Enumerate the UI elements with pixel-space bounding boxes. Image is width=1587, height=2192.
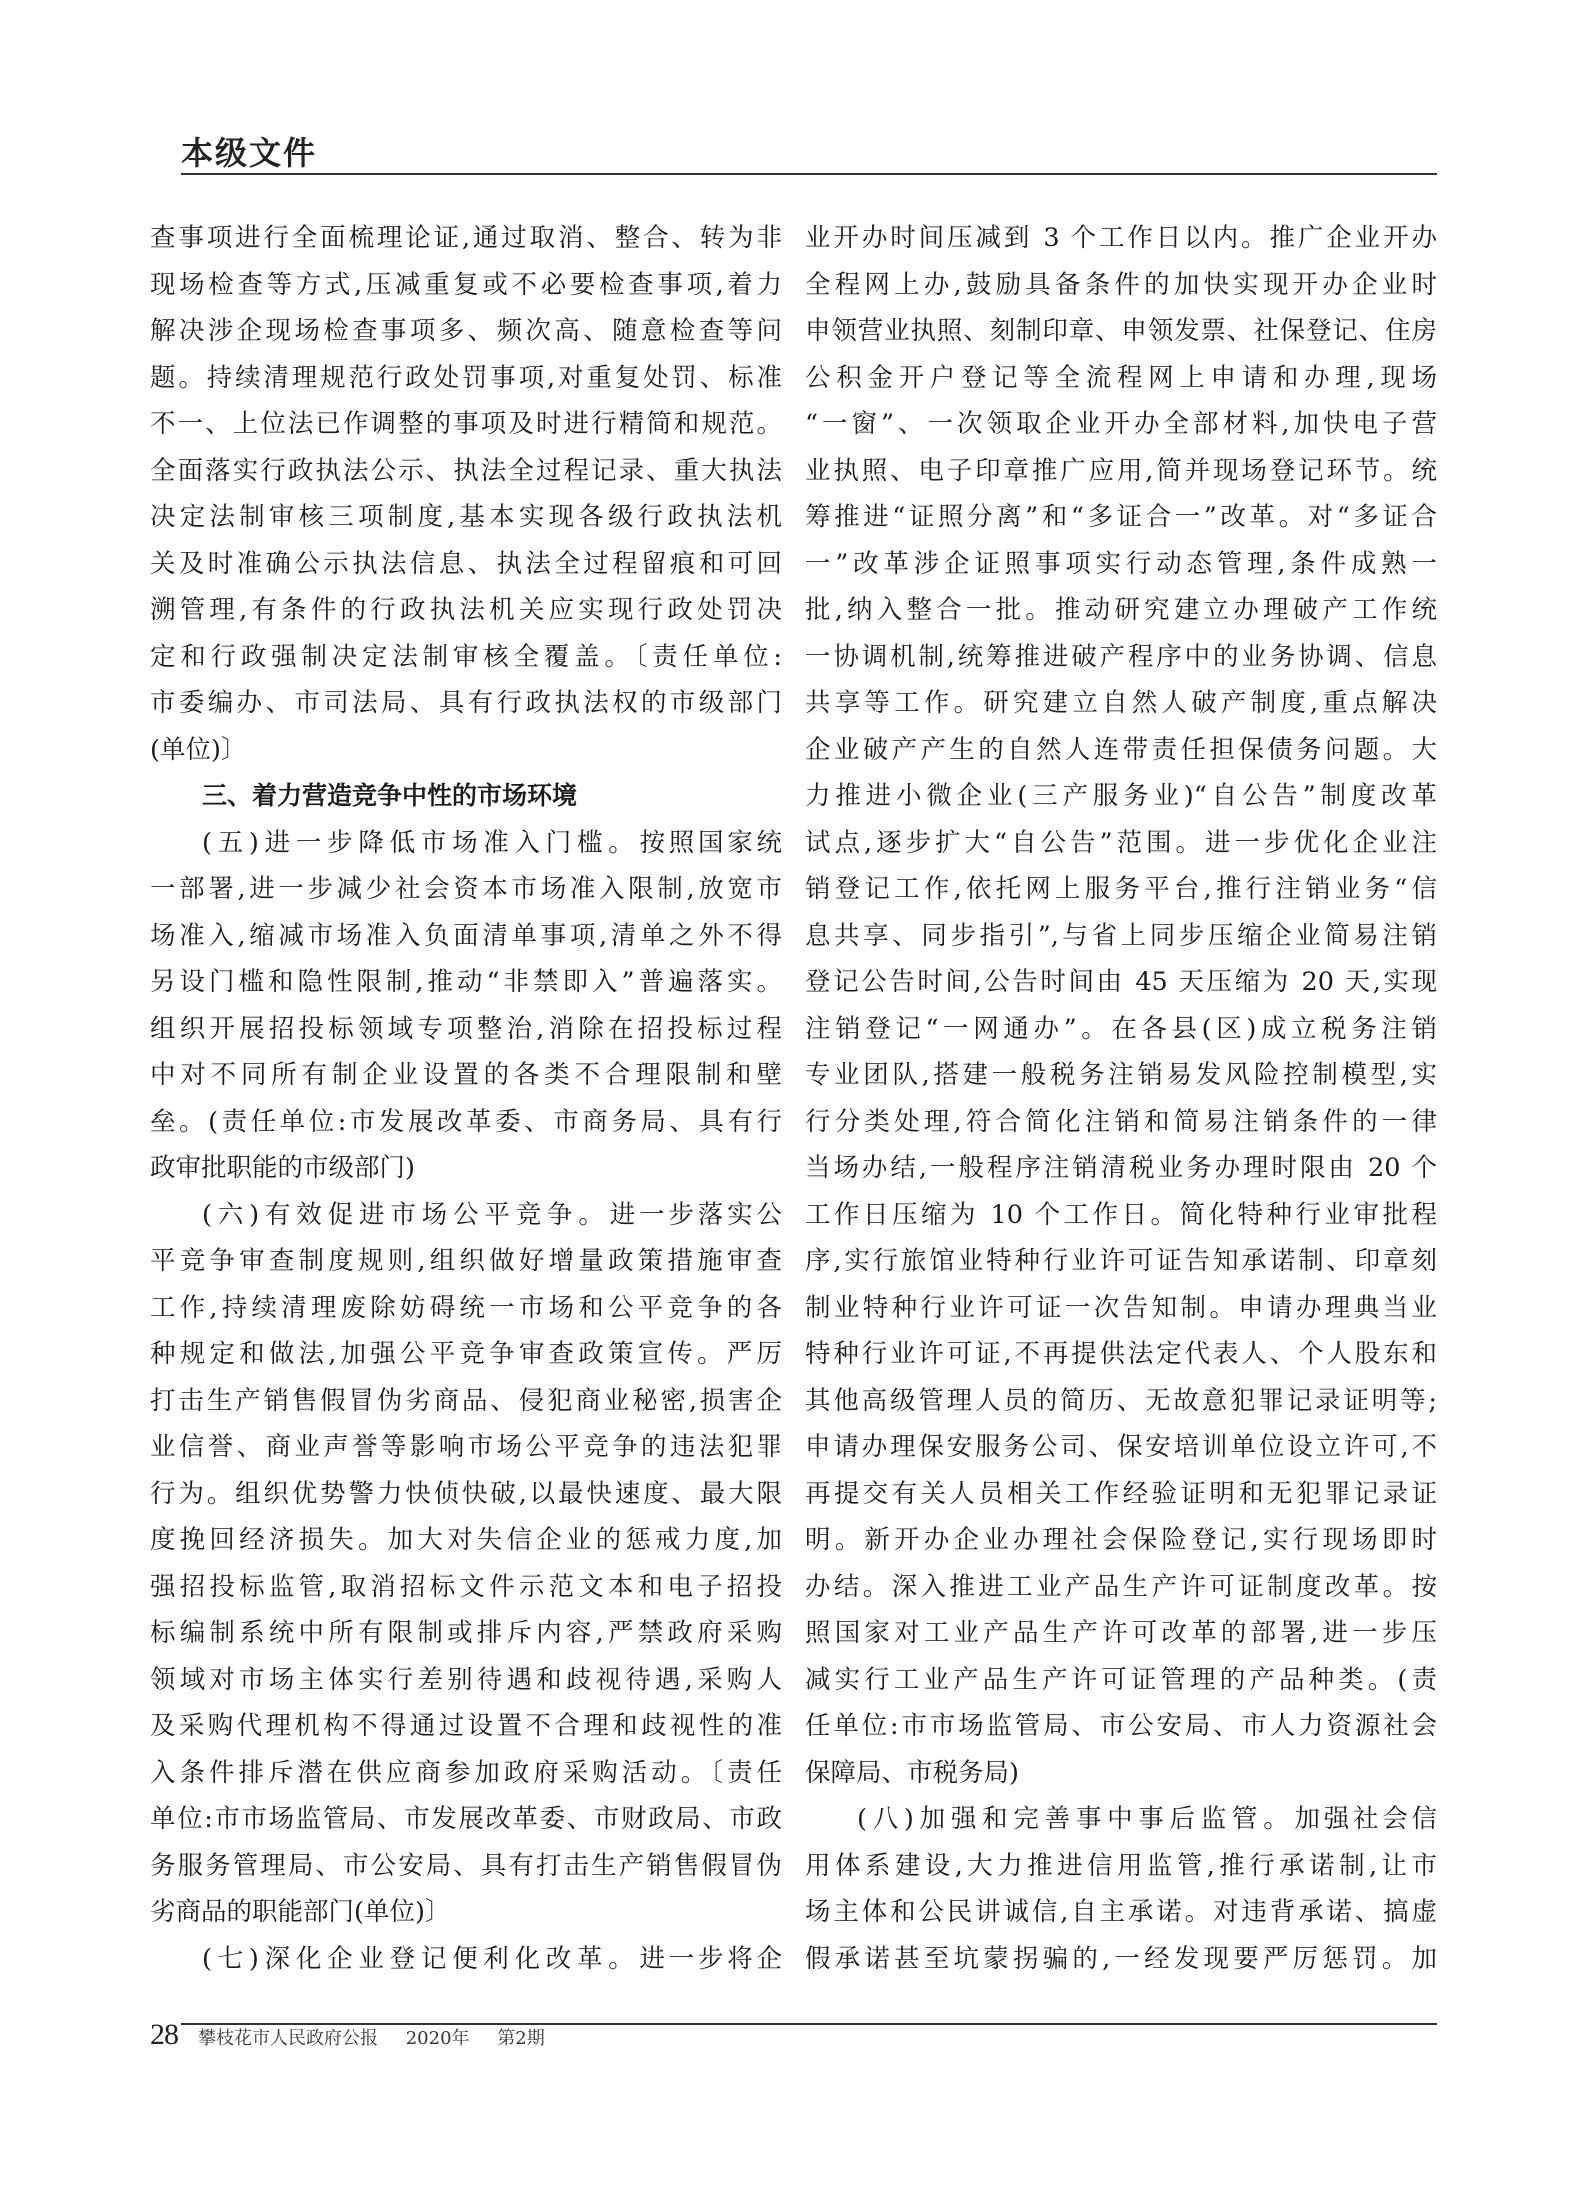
text-line: 度挽回经济损失。加大对失信企业的惩戒力度,加 <box>150 1525 782 1555</box>
text-line: 场主体和公民讲诚信,自主承诺。对违背承诺、搞虚 <box>805 1897 1437 1927</box>
publication-issue: 第2期 <box>497 2028 545 2049</box>
text-line: 解决涉企现场检查事项多、频次高、随意检查等问 <box>150 316 782 346</box>
text-line: 标编制系统中所有限制或排斥内容,严禁政府采购 <box>150 1618 782 1648</box>
text-line: 工作,持续清理废除妨碍统一市场和公平竞争的各 <box>150 1292 782 1323</box>
text-line: 办结。深入推进工业产品生产许可证制度改革。按 <box>805 1571 1437 1602</box>
text-line: 任单位:市市场监管局、市公安局、市人力资源社会 <box>805 1711 1437 1741</box>
text-line: 一部署,进一步减少社会资本市场准入限制,放宽市 <box>150 874 782 904</box>
text-line: 息共享、同步指引”,与省上同步压缩企业简易注销 <box>805 920 1437 951</box>
text-line: 共享等工作。研究建立自然人破产制度,重点解决 <box>805 688 1437 718</box>
text-line: (单位)〕 <box>150 734 247 765</box>
text-line: 照国家对工业产品生产许可改革的部署,进一步压 <box>805 1618 1437 1648</box>
text-line: 决定法制审核三项制度,基本实现各级行政执法机 <box>150 502 782 532</box>
text-line: 登记公告时间,公告时间由 45 天压缩为 20 天,实现 <box>805 967 1437 997</box>
text-line: 业执照、电子印章推广应用,简并现场登记环节。统 <box>805 455 1437 486</box>
text-line: 强招投标监管,取消招标文件示范文本和电子招投 <box>150 1571 782 1602</box>
text-line: 一协调机制,统筹推进破产程序中的业务协调、信息 <box>805 641 1437 672</box>
text-line: 题。持续清理规范行政处罚事项,对重复处罚、标准 <box>150 362 782 393</box>
text-line: “一窗”、一次领取企业开办全部材料,加快电子营 <box>805 409 1437 439</box>
text-line: 公积金开户登记等全流程网上申请和办理,现场 <box>805 362 1437 393</box>
publication-year: 2020年 <box>405 2028 470 2049</box>
text-line: 序,实行旅馆业特种行业许可证告知承诺制、印章刻 <box>805 1246 1437 1276</box>
text-line: 工作日压缩为 10 个工作日。简化特种行业审批程 <box>805 1199 1437 1230</box>
text-line: 定和行政强制决定法制审核全覆盖。〔责任单位: <box>150 641 782 672</box>
text-line: 专业团队,搭建一般税务注销易发风险控制模型,实 <box>805 1060 1437 1090</box>
header-rule <box>181 173 1437 175</box>
body-text: 加强社会信 <box>1294 1804 1437 1834</box>
subsection-title: (七)深化企业登记便利化改革。 <box>202 1943 640 1974</box>
text-line: 场准入,缩减市场准入负面清单事项,清单之外不得 <box>150 920 782 951</box>
text-line: 中对不同所有制企业设置的各类不合理限制和壁 <box>150 1060 782 1090</box>
text-line: 特种行业许可证,不再提供法定代表人、个人股东和 <box>805 1339 1437 1369</box>
subsection-line <box>150 1936 782 1983</box>
text-line: 单位:市市场监管局、市发展改革委、市财政局、市政 <box>150 1804 782 1834</box>
text-line: 行为。组织优势警力快侦快破,以最快速度、最大限 <box>150 1478 782 1509</box>
section-title: 本级文件 <box>181 134 318 172</box>
body-text: 按照国家统 <box>639 827 782 858</box>
text-line: 试点,逐步扩大“自公告”范围。进一步优化企业注 <box>805 827 1437 858</box>
footer-text <box>198 2027 567 2051</box>
page-number: 28 <box>150 2018 178 2051</box>
text-line: 再提交有关人员相关工作经验证明和无犯罪记录证 <box>805 1478 1437 1509</box>
text-line: 市委编办、市司法局、具有行政执法权的市级部门 <box>150 688 782 718</box>
text-line: 批,纳入整合一批。推动研究建立办理破产工作统 <box>805 595 1437 625</box>
text-line: 另设门槛和隐性限制,推动“非禁即入”普遍落实。 <box>150 967 782 997</box>
text-line: 劣商品的职能部门(单位)〕 <box>150 1897 451 1927</box>
text-line: 关及时准确公示执法信息、执法全过程留痕和可回 <box>150 548 782 579</box>
text-line: 保障局、市税务局) <box>805 1757 1019 1788</box>
text-line: 减实行工业产品生产许可证管理的产品种类。(责 <box>805 1664 1437 1695</box>
publication-name: 攀枝花市人民政府公报 <box>198 2028 378 2049</box>
body-text: 进一步将企 <box>639 1943 782 1974</box>
text-line: 现场检查等方式,压减重复或不必要检查事项,着力 <box>150 269 782 300</box>
subsection-title: (六)有效促进市场公平竞争。 <box>202 1199 610 1230</box>
text-line: 务服务管理局、市公安局、具有打击生产销售假冒伪 <box>150 1850 782 1881</box>
text-line: 政审批职能的市级部门) <box>150 1153 415 1183</box>
text-line: 申请办理保安服务公司、保安培训单位设立许可,不 <box>805 1432 1437 1462</box>
text-line: 其他高级管理人员的简历、无故意犯罪记录证明等; <box>805 1385 1437 1416</box>
text-line: 明。新开办企业办理社会保险登记,实行现场即时 <box>805 1525 1437 1555</box>
text-line: 查事项进行全面梳理论证,通过取消、整合、转为非 <box>150 223 782 253</box>
subsection-line <box>150 1192 782 1239</box>
text-line: 垒。(责任单位:市发展改革委、市商务局、具有行 <box>150 1106 782 1137</box>
text-line: 销登记工作,依托网上服务平台,推行注销业务“信 <box>805 874 1437 904</box>
text-line: 注销登记“一网通办”。在各县(区)成立税务注销 <box>805 1013 1437 1044</box>
subsection-title: (八)加强和完善事中事后监管。 <box>857 1804 1295 1834</box>
subsection-line <box>150 820 782 867</box>
text-line: 全程网上办,鼓励具备条件的加快实现开办企业时 <box>805 269 1437 300</box>
section-heading: 三、着力营造竞争中性的市场环境 <box>202 781 578 810</box>
text-line: 入条件排斥潜在供应商参加政府采购活动。〔责任 <box>150 1757 782 1788</box>
body-text: 进一步落实公 <box>609 1199 782 1230</box>
footer-rule <box>181 2023 1437 2025</box>
subsection-title: (五)进一步降低市场准入门槛。 <box>202 827 640 858</box>
text-line: 假承诺甚至坑蒙拐骗的,一经发现要严厉惩罚。加 <box>805 1943 1437 1974</box>
text-line: 业信誉、商业声誉等影响市场公平竞争的违法犯罪 <box>150 1432 782 1462</box>
text-line: 筹推进“证照分离”和“多证合一”改革。对“多证合 <box>805 502 1437 532</box>
text-line: 用体系建设,大力推进信用监管,推行承诺制,让市 <box>805 1850 1437 1881</box>
text-line: 企业破产产生的自然人连带责任担保债务问题。大 <box>805 734 1437 765</box>
text-line: 申领营业执照、刻制印章、申领发票、社保登记、住房 <box>805 316 1437 346</box>
text-line: 制业特种行业许可证一次告知制。申请办理典当业 <box>805 1292 1437 1323</box>
left-column <box>150 215 782 1982</box>
text-line: 行分类处理,符合简化注销和简易注销条件的一律 <box>805 1106 1437 1137</box>
text-line: 组织开展招投标领域专项整治,消除在招投标过程 <box>150 1013 782 1044</box>
text-line: 打击生产销售假冒伪劣商品、侵犯商业秘密,损害企 <box>150 1385 782 1416</box>
text-line: 业开办时间压减到 3 个工作日以内。推广企业开办 <box>805 223 1437 253</box>
subsection-line <box>805 1796 1437 1843</box>
text-line: 全面落实行政执法公示、执法全过程记录、重大执法 <box>150 455 782 486</box>
right-column <box>805 215 1437 1982</box>
text-line: 一”改革涉企证照事项实行动态管理,条件成熟一 <box>805 548 1437 579</box>
text-line: 力推进小微企业(三产服务业)“自公告”制度改革 <box>805 781 1437 811</box>
text-line: 不一、上位法已作调整的事项及时进行精简和规范。 <box>150 409 782 439</box>
text-line: 及采购代理机构不得通过设置不合理和歧视性的准 <box>150 1711 782 1741</box>
text-line: 种规定和做法,加强公平竞争审查政策宣传。严厉 <box>150 1339 782 1369</box>
text-line: 平竞争审查制度规则,组织做好增量政策措施审查 <box>150 1246 782 1276</box>
text-line: 溯管理,有条件的行政执法机关应实现行政处罚决 <box>150 595 782 625</box>
text-line: 当场办结,一般程序注销清税业务办理时限由 20 个 <box>805 1153 1437 1183</box>
text-line: 领域对市场主体实行差别待遇和歧视待遇,采购人 <box>150 1664 782 1695</box>
